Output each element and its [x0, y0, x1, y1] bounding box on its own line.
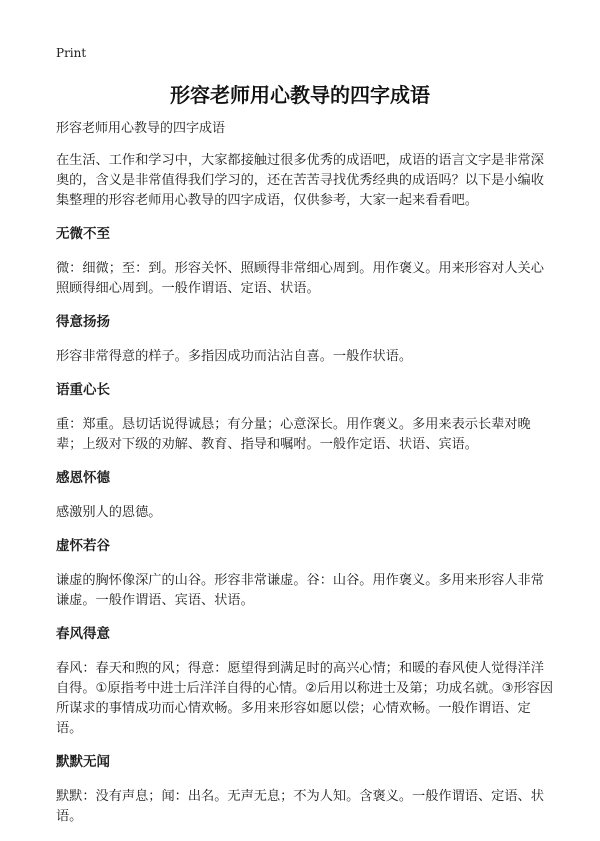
idiom-term: 无微不至: [56, 226, 110, 242]
page-title: 形容老师用心教导的四字成语: [170, 83, 430, 107]
intro-paragraph: 在生活、工作和学习中，大家都接触过很多优秀的成语吧，成语的语言文字是非常深奥的，含义是非常值得我们学习的，还在苦苦寻找优秀经典的成语吗？以下是小编收集整理的形容老师用心教导的四字成语，仅供参考，大家一起来看看吧。: [56, 153, 544, 208]
idiom-term: 语重心长: [56, 382, 110, 398]
article-subtitle: 形容老师用心教导的四字成语: [56, 121, 226, 136]
idiom-entry: [56, 753, 556, 827]
idiom-term: 感恩怀德: [56, 470, 110, 486]
idiom-definition: 默默：没有声息；闻：出名。无声无息；不为人知。含褒义。一般作谓语、定语、状语。: [56, 789, 544, 824]
idiom-definition: 形容非常得意的样子。多指因成功而沾沾自喜。一般作状语。: [56, 349, 413, 364]
idiom-definition: 感激别人的恩德。: [56, 505, 162, 520]
idiom-term: 春风得意: [56, 626, 110, 642]
idiom-entry: [56, 625, 556, 739]
idiom-definition: 春风：春天和煦的风；得意：愿望得到满足时的高兴心情；和暖的春风使人觉得洋洋自得。①原指考中进士后洋洋自得的心情。②后用以称进士及第；功成名就。③形容因所谋求的事情成功而心情欢畅。多用来形容如愿以偿；心情欢畅。一般作谓语、定语。: [56, 661, 554, 736]
idiom-entry: [56, 537, 556, 611]
idiom-term: 默默无闻: [56, 754, 110, 770]
idiom-definition: 重：郑重。恳切话说得诚恳；有分量；心意深长。用作褒义。多用来表示长辈对晚辈；上级对下级的劝解、教育、指导和嘱咐。一般作定语、状语、宾语。: [56, 417, 531, 452]
article-body: [56, 120, 556, 841]
print-link[interactable]: Print: [56, 46, 87, 60]
idiom-entry: [56, 313, 556, 367]
idiom-term: 得意扬扬: [56, 314, 110, 330]
idiom-entry: [56, 381, 556, 455]
idiom-definition: 谦虚的胸怀像深广的山谷。形容非常谦虚。谷：山谷。用作褒义。多用来形容人非常谦虚。一般作谓语、宾语、状语。: [56, 573, 544, 608]
idiom-entry: [56, 469, 556, 523]
idiom-entry: [56, 225, 556, 299]
idiom-term: 虚怀若谷: [56, 538, 110, 554]
idiom-definition: 微：细微；至：到。形容关怀、照顾得非常细心周到。用作褒义。用来形容对人关心照顾得细心周到。一般作谓语、定语、状语。: [56, 261, 544, 296]
